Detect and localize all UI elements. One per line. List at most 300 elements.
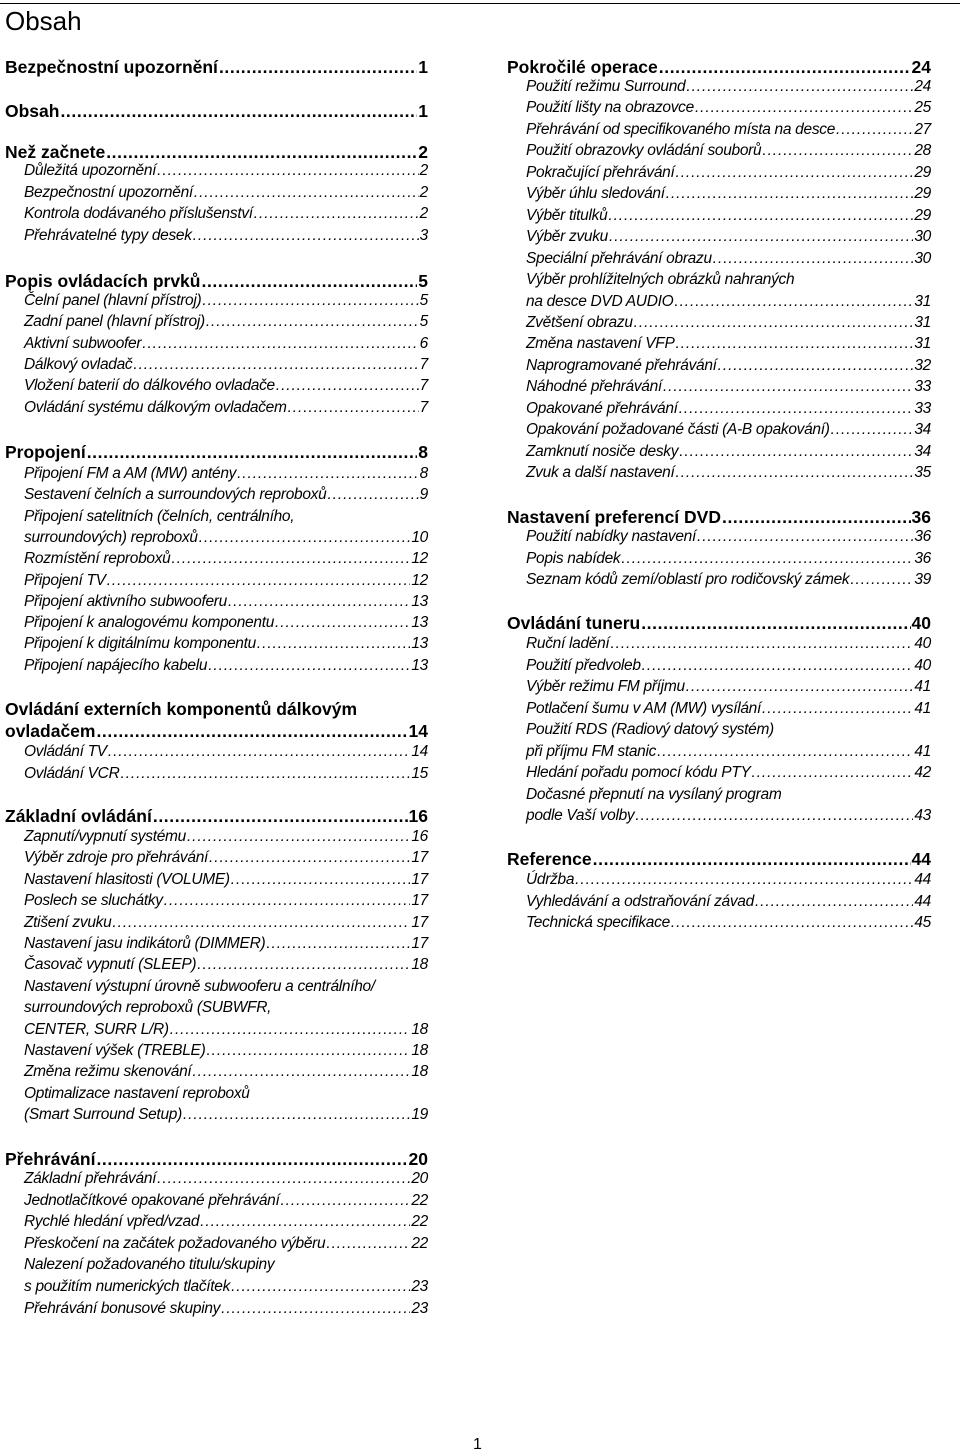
- toc-entry[interactable]: [526, 571, 931, 592]
- entry-title: Čelní panel (hlavní přístroj): [24, 292, 202, 309]
- toc-entry[interactable]: [24, 162, 428, 183]
- leader-dots: [194, 184, 419, 202]
- toc-entry[interactable]: [526, 99, 931, 120]
- leader-dots: [221, 1300, 410, 1318]
- leader-dots: [112, 914, 410, 932]
- toc-entry[interactable]: [526, 378, 931, 399]
- section-title: Popis ovládacích prvků: [5, 271, 201, 291]
- entry-page: 36: [914, 549, 931, 567]
- entry-title: Připojení aktivního subwooferu: [24, 592, 227, 610]
- entry-page: 41: [914, 699, 931, 717]
- leader-dots: [686, 78, 913, 96]
- entry-title: Základní přehrávání: [24, 1170, 157, 1187]
- entry-title: Použití režimu Surround: [526, 78, 686, 95]
- entry-page: 17: [411, 892, 428, 910]
- leader-dots: [762, 700, 913, 718]
- toc-entry-line: Optimalizace nastavení reproboxů: [24, 1084, 250, 1102]
- leader-dots: [755, 893, 913, 911]
- entry-title: Náhodné přehrávání: [526, 378, 662, 396]
- entry-title: Použití předvoleb: [526, 656, 641, 674]
- entry-title: Potlačení šumu v AM (MW) vysílání: [526, 699, 761, 717]
- toc-entry[interactable]: [526, 250, 931, 271]
- entry-page: 22: [411, 1191, 428, 1209]
- toc-entry[interactable]: [526, 121, 931, 142]
- entry-page: 41: [914, 678, 931, 695]
- entry-title: Připojení k analogovému komponentu: [24, 614, 275, 632]
- leader-dots: [621, 550, 913, 568]
- entry-page: 44: [914, 871, 931, 888]
- entry-title: Jednotlačítkové opakované přehrávání: [24, 1191, 280, 1209]
- entry-page: 29: [914, 185, 931, 203]
- toc-entry[interactable]: [24, 935, 428, 956]
- entry-page: 6: [419, 334, 428, 352]
- toc-entry[interactable]: [526, 207, 931, 228]
- toc-entry[interactable]: [24, 1106, 428, 1127]
- entry-title: Vložení baterií do dálkového ovladače: [24, 377, 275, 395]
- entry-page: 33: [914, 378, 931, 396]
- entry-title: Výběr zdroje pro přehrávání: [24, 849, 209, 867]
- entry-page: 13: [411, 592, 428, 610]
- toc-entry[interactable]: [526, 185, 931, 206]
- toc-entry-line: surroundových reproboxů (SUBWFR,: [24, 999, 272, 1017]
- entry-page: 18: [411, 1020, 428, 1038]
- section-heading[interactable]: [5, 806, 428, 827]
- leader-dots: [187, 828, 410, 846]
- toc-entry[interactable]: [24, 399, 428, 420]
- entry-page: 29: [914, 206, 931, 224]
- leader-dots: [164, 892, 411, 910]
- toc-entry[interactable]: [526, 314, 931, 335]
- toc-entry[interactable]: [24, 849, 428, 870]
- entry-page: 44: [914, 892, 931, 910]
- leader-dots: [87, 442, 418, 463]
- entry-title: Zadní panel (hlavní přístroj): [24, 313, 205, 331]
- section-page: 8: [418, 442, 428, 462]
- toc-entry[interactable]: [24, 1278, 428, 1299]
- entry-page: 2: [419, 205, 428, 222]
- leader-dots: [326, 1235, 410, 1253]
- toc-entry[interactable]: [24, 1021, 428, 1042]
- leader-dots: [201, 271, 417, 292]
- leader-dots: [231, 871, 411, 889]
- toc-entry[interactable]: [526, 357, 931, 378]
- toc-entry[interactable]: [526, 700, 931, 721]
- leader-dots: [197, 956, 410, 974]
- section-page: 36: [911, 507, 931, 527]
- entry-title: Naprogramované přehrávání: [526, 356, 717, 374]
- section-heading[interactable]: [507, 613, 931, 634]
- leader-dots: [762, 142, 913, 160]
- section-heading[interactable]: [5, 1149, 428, 1170]
- entry-page: 40: [914, 635, 931, 652]
- toc-entry[interactable]: [526, 914, 931, 935]
- leader-dots: [675, 464, 913, 482]
- toc-entry[interactable]: [24, 956, 428, 977]
- entry-title: podle Vaší volby: [526, 807, 635, 824]
- leader-dots: [675, 164, 913, 182]
- entry-title: Přehrávání od specifikovaného místa na desce: [526, 120, 836, 138]
- leader-dots: [254, 205, 419, 223]
- page-number: 1: [473, 1436, 482, 1453]
- entry-title: Kontrola dodávaného příslušenství: [24, 205, 253, 222]
- entry-title: Ovládání VCR: [24, 764, 120, 782]
- toc-entry[interactable]: [526, 807, 931, 828]
- entry-title: Nastavení výšek (TREBLE): [24, 1042, 206, 1059]
- toc-entry[interactable]: [526, 678, 931, 699]
- toc-entry[interactable]: [526, 893, 931, 914]
- toc-entry[interactable]: [24, 635, 428, 656]
- toc-entry-line: Připojení satelitních (čelních, centrálního,: [24, 507, 295, 525]
- entry-title: Přeskočení na začátek požadovaného výběru: [24, 1234, 326, 1252]
- entry-page: 31: [914, 335, 931, 353]
- section-heading[interactable]: [507, 849, 931, 870]
- toc-entry[interactable]: [24, 593, 428, 614]
- leader-dots: [831, 421, 914, 439]
- leader-dots: [206, 313, 419, 331]
- entry-page: 23: [411, 1299, 428, 1317]
- section-heading[interactable]: [5, 101, 428, 122]
- entry-page: 7: [419, 398, 428, 416]
- section-heading[interactable]: [5, 271, 428, 292]
- leader-dots: [257, 635, 410, 653]
- entry-title: Časovač vypnutí (SLEEP): [24, 956, 197, 974]
- toc-entry[interactable]: [526, 421, 931, 442]
- entry-title: Pokračující přehrávání: [526, 163, 675, 181]
- entry-title: Použití obrazovky ovládání souborů: [526, 142, 762, 160]
- leader-dots: [276, 377, 419, 395]
- entry-page: 7: [419, 377, 428, 395]
- toc-entry[interactable]: [526, 293, 931, 314]
- leader-dots: [836, 121, 913, 139]
- toc-entry[interactable]: [24, 205, 428, 226]
- leader-dots: [327, 486, 418, 504]
- leader-dots: [107, 572, 411, 590]
- top-rule: [0, 3, 960, 4]
- toc-entry[interactable]: [526, 228, 931, 249]
- toc-entry[interactable]: [526, 335, 931, 356]
- section-title: Obsah: [5, 101, 60, 121]
- section-page: 14: [408, 721, 428, 741]
- leader-dots: [172, 550, 411, 568]
- entry-title: při příjmu FM stanic: [526, 742, 657, 760]
- toc-entry-line: Výběr prohlížitelných obrázků nahraných: [526, 271, 795, 289]
- toc-entry[interactable]: [526, 657, 931, 678]
- leader-dots: [657, 743, 913, 761]
- entry-page: 31: [914, 313, 931, 331]
- toc-entry[interactable]: [24, 356, 428, 377]
- entry-page: 15: [411, 764, 428, 782]
- toc-entry[interactable]: [526, 443, 931, 464]
- entry-page: 42: [914, 764, 931, 781]
- entry-title: Zvuk a další nastavení: [526, 464, 675, 482]
- entry-title: Nastavení jasu indikátorů (DIMMER): [24, 935, 266, 952]
- entry-title: Nastavení hlasitosti (VOLUME): [24, 870, 230, 888]
- leader-dots: [679, 400, 914, 418]
- leader-dots: [237, 465, 419, 483]
- toc-entry[interactable]: [24, 227, 428, 248]
- entry-page: 17: [411, 935, 428, 952]
- toc-entry[interactable]: [526, 400, 931, 421]
- leader-dots: [609, 228, 913, 246]
- toc-entry-line: Dočasné přepnutí na vysílaný program: [526, 785, 782, 803]
- leader-dots: [713, 250, 914, 268]
- leader-dots: [676, 335, 914, 353]
- entry-title: Opakování požadované části (A-B opakování): [526, 421, 830, 439]
- leader-dots: [96, 721, 407, 742]
- toc-entry[interactable]: [24, 871, 428, 892]
- leader-dots: [608, 207, 913, 225]
- entry-title: Sestavení čelních a surroundových reproboxů: [24, 486, 327, 504]
- leader-dots: [697, 528, 913, 546]
- entry-title: Ruční ladění: [526, 635, 610, 652]
- entry-page: 9: [419, 486, 428, 504]
- entry-title: Ovládání TV: [24, 743, 107, 760]
- entry-title: Technická specifikace: [526, 914, 670, 931]
- section-heading[interactable]: [507, 507, 931, 528]
- entry-title: surroundových) reproboxů: [24, 528, 198, 546]
- entry-page: 7: [419, 355, 428, 373]
- entry-title: Připojení k digitálnímu komponentu: [24, 635, 256, 653]
- toc-entry[interactable]: [24, 765, 428, 786]
- section-title: Nastavení preferencí DVD: [507, 507, 721, 527]
- toc-entry[interactable]: [24, 1213, 428, 1234]
- entry-title: Změna režimu skenování: [24, 1063, 192, 1081]
- entry-page: 14: [411, 743, 428, 760]
- entry-page: 2: [419, 183, 428, 201]
- toc-entry[interactable]: [24, 335, 428, 356]
- entry-page: 12: [411, 571, 428, 589]
- entry-page: 3: [419, 226, 428, 244]
- leader-dots: [663, 378, 913, 396]
- entry-page: 17: [411, 870, 428, 888]
- entry-page: 25: [914, 99, 931, 117]
- toc-entry[interactable]: [24, 184, 428, 205]
- leader-dots: [593, 849, 911, 870]
- section-heading[interactable]: [5, 442, 428, 463]
- entry-page: 19: [411, 1106, 428, 1124]
- leader-dots: [193, 227, 419, 245]
- leader-dots: [288, 399, 419, 417]
- leader-dots: [635, 807, 913, 825]
- entry-title: Rychlé hledání vpřed/vzad: [24, 1213, 200, 1231]
- toc-entry[interactable]: [24, 657, 428, 678]
- entry-page: 34: [914, 421, 931, 439]
- entry-page: 12: [411, 550, 428, 568]
- entry-page: 22: [411, 1213, 428, 1231]
- section-title: Reference: [507, 849, 592, 869]
- toc-entry[interactable]: [24, 550, 428, 571]
- section-page: 24: [911, 57, 931, 77]
- entry-title: Připojení napájecího kabelu: [24, 656, 208, 674]
- entry-page: 29: [914, 163, 931, 181]
- section-title: Základní ovládání: [5, 806, 152, 826]
- toc-entry[interactable]: [24, 377, 428, 398]
- entry-title: Přehrávatelné typy desek: [24, 226, 192, 244]
- leader-dots: [686, 678, 914, 696]
- section-title: Propojení: [5, 442, 86, 462]
- entry-page: 35: [914, 464, 931, 482]
- toc-entry[interactable]: [24, 486, 428, 507]
- leader-dots: [153, 806, 408, 827]
- entry-title: Opakované přehrávání: [526, 399, 678, 417]
- section-page: 1: [418, 101, 428, 121]
- leader-dots: [208, 657, 410, 675]
- entry-page: 43: [914, 807, 931, 824]
- toc-entry[interactable]: [24, 743, 428, 764]
- entry-title: Přehrávání bonusové skupiny: [24, 1299, 221, 1317]
- toc-entry-line: Nalezení požadovaného titulu/skupiny: [24, 1256, 275, 1274]
- entry-page: 30: [914, 249, 931, 267]
- entry-title: Zvětšení obrazu: [526, 313, 633, 331]
- section-page: 5: [418, 271, 428, 291]
- leader-dots: [183, 1106, 410, 1124]
- section-page: 20: [408, 1149, 428, 1169]
- entry-page: 17: [411, 849, 428, 867]
- entry-page: 18: [411, 1063, 428, 1081]
- entry-title: Důležitá upozornění: [24, 162, 157, 179]
- leader-dots: [722, 507, 911, 528]
- toc-entry[interactable]: [24, 1063, 428, 1084]
- entry-page: 18: [411, 956, 428, 974]
- leader-dots: [202, 292, 418, 310]
- entry-title: Speciální přehrávání obrazu: [526, 249, 712, 267]
- toc-entry[interactable]: [24, 572, 428, 593]
- entry-title: Výběr úhlu sledování: [526, 185, 665, 203]
- leader-dots: [206, 1042, 410, 1060]
- entry-title: Ztišení zvuku: [24, 913, 112, 931]
- toc-entry[interactable]: [24, 1192, 428, 1213]
- toc-entry[interactable]: [526, 550, 931, 571]
- entry-page: 22: [411, 1234, 428, 1252]
- entry-page: 13: [411, 635, 428, 653]
- entry-page: 2: [419, 162, 428, 179]
- section-heading[interactable]: [5, 142, 428, 163]
- toc-entry[interactable]: [24, 313, 428, 334]
- leader-dots: [695, 99, 913, 117]
- toc-entry[interactable]: [24, 1300, 428, 1321]
- leader-dots: [850, 571, 913, 589]
- entry-page: 32: [914, 356, 931, 374]
- entry-title: Připojení FM a AM (MW) antény: [24, 465, 237, 482]
- section-heading[interactable]: [507, 57, 931, 78]
- toc-entry[interactable]: [24, 914, 428, 935]
- toc-entry[interactable]: [526, 635, 931, 656]
- leader-dots: [228, 593, 410, 611]
- entry-page: 13: [411, 656, 428, 674]
- entry-page: 39: [914, 571, 931, 588]
- entry-page: 30: [914, 228, 931, 246]
- section-page: 16: [408, 806, 428, 826]
- entry-title: Rozmístění reproboxů: [24, 550, 171, 568]
- entry-title: Údržba: [526, 871, 575, 888]
- toc-entry[interactable]: [24, 892, 428, 913]
- entry-page: 17: [411, 913, 428, 931]
- section-page: 44: [911, 849, 931, 869]
- leader-dots: [192, 1063, 410, 1081]
- section-title: ovladačem: [5, 721, 96, 741]
- toc-entry[interactable]: [24, 614, 428, 635]
- entry-title: Ovládání systému dálkovým ovladačem: [24, 398, 287, 416]
- leader-dots: [575, 871, 913, 889]
- entry-page: 34: [914, 442, 931, 460]
- section-page: 2: [418, 142, 428, 162]
- entry-page: 33: [914, 399, 931, 417]
- toc-entry[interactable]: [526, 528, 931, 549]
- entry-title: Dálkový ovladač: [24, 355, 133, 373]
- leader-dots: [106, 142, 417, 163]
- toc-entry[interactable]: [24, 828, 428, 849]
- toc-entry[interactable]: [526, 743, 931, 764]
- toc-entry[interactable]: [526, 871, 931, 892]
- leader-dots: [634, 314, 914, 332]
- entry-title: Výběr zvuku: [526, 228, 608, 246]
- entry-title: Hledání pořadu pomocí kódu PTY: [526, 764, 751, 781]
- leader-dots: [666, 185, 914, 203]
- toc-entry[interactable]: [526, 142, 931, 163]
- section-title: Pokročilé operace: [507, 57, 658, 77]
- toc-entry[interactable]: [24, 529, 428, 550]
- leader-dots: [199, 529, 411, 547]
- section-page: 1: [418, 57, 428, 77]
- leader-dots: [752, 764, 914, 782]
- entry-title: Změna nastavení VFP: [526, 335, 675, 353]
- leader-dots: [157, 162, 419, 180]
- entry-page: 31: [914, 292, 931, 310]
- leader-dots: [209, 849, 410, 867]
- section-title: Bezpečnostní upozornění: [5, 57, 218, 77]
- leader-dots: [642, 657, 914, 675]
- leader-dots: [96, 1149, 407, 1170]
- toc-entry[interactable]: [24, 1042, 428, 1063]
- entry-page: 41: [914, 742, 931, 760]
- toc-entry[interactable]: [526, 78, 931, 99]
- leader-dots: [142, 335, 418, 353]
- entry-page: 20: [411, 1170, 428, 1187]
- leader-dots: [610, 635, 913, 653]
- toc-entry[interactable]: [526, 464, 931, 485]
- entry-title: Připojení TV: [24, 571, 106, 589]
- entry-title: Zapnutí/vypnutí systému: [24, 828, 186, 845]
- entry-title: CENTER, SURR L/R): [24, 1020, 169, 1038]
- entry-page: 45: [914, 914, 931, 931]
- entry-title: Poslech se sluchátky: [24, 892, 163, 910]
- leader-dots: [679, 443, 913, 461]
- entry-title: Použití lišty na obrazovce: [526, 99, 694, 117]
- entry-page: 36: [914, 528, 931, 545]
- toc-entry[interactable]: [526, 764, 931, 785]
- leader-dots: [60, 101, 417, 122]
- toc-entry[interactable]: [24, 465, 428, 486]
- leader-dots: [718, 357, 914, 375]
- entry-title: Bezpečnostní upozornění: [24, 183, 193, 201]
- leader-dots: [200, 1213, 410, 1231]
- leader-dots: [671, 914, 913, 932]
- toc-entry[interactable]: [24, 1170, 428, 1191]
- toc-entry[interactable]: [526, 164, 931, 185]
- entry-page: 16: [411, 828, 428, 845]
- page-title: Obsah: [5, 6, 82, 36]
- section-heading[interactable]: [5, 57, 428, 78]
- leader-dots: [659, 57, 911, 78]
- toc-entry[interactable]: [24, 292, 428, 313]
- toc-entry[interactable]: [24, 1235, 428, 1256]
- entry-page: 28: [914, 142, 931, 160]
- leader-dots: [674, 293, 913, 311]
- entry-page: 10: [411, 528, 428, 546]
- entry-title: Zamknutí nosiče desky: [526, 442, 679, 460]
- section-heading[interactable]: [5, 721, 428, 742]
- entry-title: s použitím numerických tlačítek: [24, 1278, 231, 1295]
